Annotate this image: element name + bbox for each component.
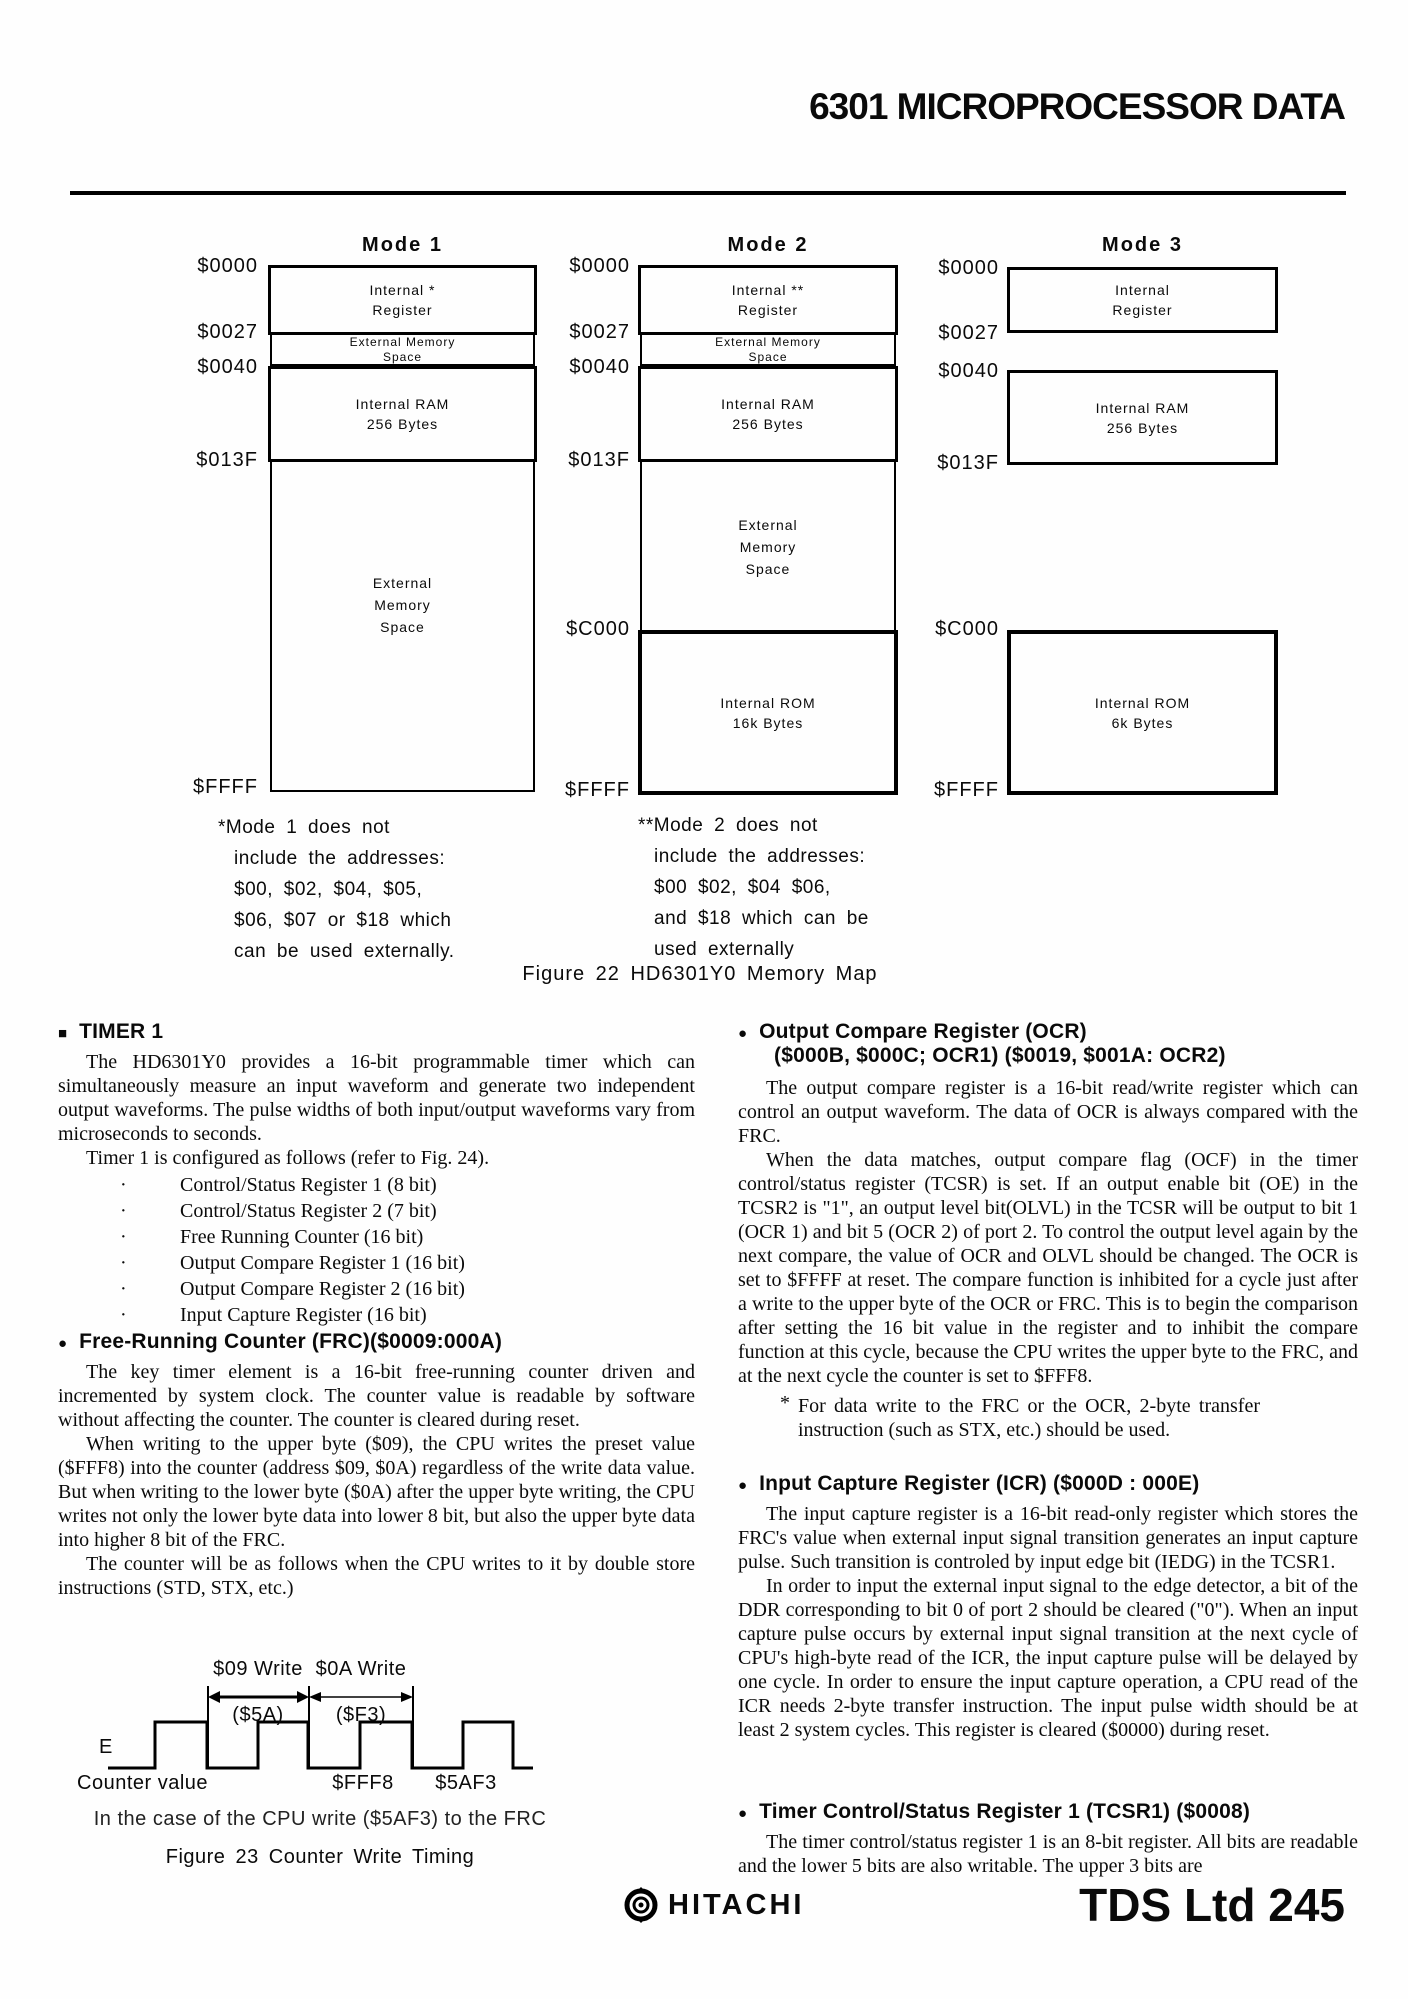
mode3-region-internal-ram	[1007, 370, 1278, 465]
mode1-addr-0040: $0040	[197, 356, 258, 378]
timer1-para2: Timer 1 is configured as follows (refer to Fig. 24).	[86, 1147, 490, 1169]
waveform-diagram	[85, 1660, 655, 1875]
mode2-addr-ffff: $FFFF	[565, 779, 630, 801]
mode1-ext-line2: Memory	[374, 597, 431, 613]
mode2-addr-0027: $0027	[569, 321, 630, 343]
ocr-section	[738, 1020, 1358, 1442]
frc-heading: Free-Running Counter (FRC)($0009:000A)	[79, 1330, 503, 1353]
bullet-label: Control/Status Register 1 (8 bit)	[180, 1174, 437, 1196]
mode2-footnote-line: used externally	[654, 939, 795, 960]
tcsr1-heading: Timer Control/Status Register 1 (TCSR1) ($0008)	[759, 1800, 1251, 1823]
e-clock-label: E	[99, 1736, 113, 1758]
counter-value-label: Counter value	[77, 1772, 209, 1794]
bullet-label: Output Compare Register 1 (16 bit)	[180, 1252, 465, 1274]
mode1-ext-top-line2: Space	[382, 349, 423, 364]
mode2-region-external-memory-top	[640, 335, 896, 366]
hitachi-logo-icon	[622, 1886, 660, 1924]
figure23-counter-write-timing	[77, 1658, 655, 1875]
mode1-region-internal-ram	[268, 366, 537, 462]
mode2-ext-line3: Space	[745, 561, 791, 577]
timer1-para1: The HD6301Y0 provides a 16-bit programmable timer which can simultaneously measure an input waveform and generate two independent output waveforms. The pulse widths of both input/output waveforms vary from microseconds to seconds.	[58, 1051, 695, 1145]
mode2-ext-line2: Memory	[739, 539, 797, 555]
brand-name: HITACHI	[668, 1888, 805, 1921]
icr-para1: The input capture register is a 16-bit read-only register which stores the FRC's value when external input signal transition generates an input capture pulse. Such transition is controled by input edge bit (IEDG) in the TCSR1.	[738, 1503, 1358, 1573]
ocr-para2: When the data matches, output compare flag (OCF) in the timer control/status register (TCSR) is set. If an output enable bit (OE) in the TCSR2 is "1", an output level bit(OLVL) in the TCSR will be output to bit 1 (OCR 1) and bit 5 (OCR 2) of port 2. To control the output level again by the next compare, the value of OCR and OLVL should be changed. The OCR is set to $FFFF at reset. The compare function is inhibited for a cycle just after a write to the upper byte of the OCR or FRC. This is to begin the comparison after setting the 16 bit value in the register and to inhibit the compare function at this cycle, because the CPU writes the upper byte to the FRC, and at the next cycle the counter is set to $FFF8.	[738, 1149, 1358, 1387]
mode3-addr-0040: $0040	[938, 360, 999, 382]
mode3-internal-register-line2: Register	[1112, 302, 1173, 318]
list-item	[58, 1198, 695, 1224]
figure23-caption: Figure 23 Counter Write Timing	[165, 1846, 475, 1868]
mode2-title: Mode 2	[727, 234, 809, 256]
bullet-label: Input Capture Register (16 bit)	[180, 1304, 427, 1326]
mode2-ext-line1: External	[738, 517, 798, 533]
bullet-dot-icon: ·	[120, 1226, 127, 1248]
mode1-title: Mode 1	[362, 234, 443, 256]
bullet-dot-icon: ·	[120, 1278, 127, 1300]
mode1-region-internal-register	[268, 265, 537, 335]
bullet-label: Control/Status Register 2 (7 bit)	[180, 1200, 437, 1222]
mode3-title: Mode 3	[1102, 234, 1183, 256]
bullet-dot-icon: ·	[120, 1200, 127, 1222]
frc-para1: The key timer element is a 16-bit free-running counter driven and incremented by system clock. The counter value is readable by software without affecting the counter. The counter is cleared during reset.	[58, 1361, 695, 1431]
timer1-heading: TIMER 1	[79, 1020, 164, 1043]
mode2-addr-0000: $0000	[569, 255, 630, 277]
list-item	[58, 1302, 695, 1328]
page-title: 6301 MICROPROCESSOR DATA	[809, 86, 1345, 127]
5af3-value: $5AF3	[435, 1772, 497, 1794]
mode3-region-internal-register	[1007, 267, 1278, 333]
mode2-rom-line2: 16k Bytes	[732, 714, 804, 731]
frc-section	[58, 1330, 695, 1600]
bullet-label: Output Compare Register 2 (16 bit)	[180, 1278, 465, 1300]
list-item	[58, 1172, 695, 1198]
ocr-para1: The output compare register is a 16-bit read/write register which can control an output waveform. The data of OCR is always compared with the FRC.	[738, 1077, 1358, 1147]
bullet-dot-icon: ·	[120, 1174, 127, 1196]
mode1-ext-line3: Space	[380, 619, 425, 635]
mode3-addr-0027: $0027	[938, 322, 999, 344]
mode2-addr-0040: $0040	[569, 356, 630, 378]
frc-para3: The counter will be as follows when the CPU writes to it by double store instructions (STD, STX, etc.)	[58, 1553, 695, 1599]
value-f3-label: ($F3)	[335, 1704, 387, 1726]
value-5a-label: ($5A)	[232, 1704, 284, 1726]
mode1-addr-0000: $0000	[197, 255, 258, 277]
mode2-addr-013f: $013F	[568, 449, 630, 471]
mode2-region-internal-register	[638, 265, 898, 335]
brand-footer	[622, 1886, 804, 1924]
mode3-ram-line2: 256 Bytes	[1106, 419, 1179, 436]
mode1-addr-0027: $0027	[197, 321, 258, 343]
mode2-ram-line1: Internal RAM	[721, 396, 815, 412]
write-09-label: $09 Write	[213, 1658, 303, 1680]
frc-para2: When writing to the upper byte ($09), the CPU writes the preset value ($FFF8) into the counter (address $09, $0A) regardless of the write data value. But when writing to the lower byte ($0A) after the upper byte writing, the CPU writes not only the lower byte data into lower 8 bit, but also the upper byte data into higher 8 bit of the FRC.	[58, 1433, 695, 1551]
mode2-region-internal-ram	[638, 366, 898, 462]
timer1-bullet-list	[58, 1172, 695, 1328]
mode1-region-external-memory	[270, 462, 535, 792]
figure23-note: In the case of the CPU write ($5AF3) to the FRC	[93, 1808, 547, 1830]
ocr-heading-line2: ($000B, $000C; OCR1) ($0019, $001A: OCR2)	[774, 1044, 1226, 1067]
icr-section	[738, 1472, 1358, 1742]
tcsr1-section	[738, 1800, 1358, 1878]
ocr-note-text: For data write to the FRC or the OCR, 2-byte transfer instruction (such as STX, etc.) should be used.	[798, 1395, 1260, 1441]
mode2-footnote-line: and $18 which can be	[654, 908, 869, 929]
mode1-footnote-line: $06, $07 or $18 which	[234, 910, 452, 931]
ocr-heading-line1: Output Compare Register (OCR)	[759, 1020, 1087, 1043]
mode1-internal-register-line2: Register	[372, 302, 433, 318]
mode3-rom-line2: 6k Bytes	[1111, 714, 1174, 731]
mode1-ext-line1: External	[372, 575, 433, 591]
mode3-addr-013f: $013F	[937, 452, 999, 474]
bullet-dot-icon: ·	[120, 1252, 127, 1274]
mode2-footnote-line: include the addresses:	[654, 846, 866, 867]
mode2-ext-top-line2: Space	[748, 349, 788, 364]
mode2-footnote-line: $00 $02, $04 $06,	[654, 877, 831, 898]
mode3-internal-register-line1: Internal	[1115, 282, 1170, 298]
asterisk-marker: *	[780, 1392, 790, 1414]
figure22-caption: Figure 22 HD6301Y0 Memory Map	[522, 963, 878, 985]
mode3-rom-line1: Internal ROM	[1094, 694, 1191, 711]
tcsr1-para1: The timer control/status register 1 is an 8-bit register. All bits are readable and the lower 5 bits are also writable. The upper 3 bits are	[738, 1831, 1358, 1877]
timer1-section	[58, 1020, 695, 1328]
mode1-internal-register-line1: Internal *	[369, 282, 436, 298]
bullet-label: Free Running Counter (16 bit)	[180, 1226, 424, 1248]
mode3-addr-c000: $C000	[935, 618, 999, 640]
list-item	[58, 1250, 695, 1276]
page-reference: TDS Ltd 245	[1079, 1879, 1345, 1931]
icr-para2: In order to input the external input signal to the edge detector, a bit of the DDR corresponding to bit 0 of port 2 should be cleared ("0"). When an input capture pulse occurs by external input signal transition at the next cycle of CPU's high-byte read of the ICR, the input capture pulse will be delayed by one cycle. In order to ensure the input capture operation, a CPU read of the ICR needs 2-byte transfer instruction. The input pulse width should be at least 2 system cycles. This register is cleared ($0000) during reset.	[738, 1575, 1358, 1741]
fff8-value: $FFF8	[332, 1772, 394, 1794]
section-bullet-icon: ●	[738, 1026, 748, 1042]
mode1-footnote-line: $00, $02, $04, $05,	[234, 879, 423, 900]
section-square-icon: ■	[58, 1026, 68, 1042]
mode2-footnote	[638, 810, 978, 965]
mode2-internal-register-line1: Internal **	[731, 282, 805, 298]
mode3-region-internal-rom	[1007, 630, 1278, 795]
write-0a-label: $0A Write	[315, 1658, 407, 1680]
mode1-ram-line1: Internal RAM	[355, 396, 450, 412]
section-bullet-icon: ●	[738, 1478, 748, 1494]
mode1-addr-013f: $013F	[196, 449, 258, 471]
mode1-addr-ffff: $FFFF	[193, 776, 258, 798]
mode1-footnote-line: *Mode 1 does not	[218, 817, 390, 838]
mode2-region-internal-rom	[638, 630, 898, 795]
mode3-addr-0000: $0000	[938, 257, 999, 279]
mode1-ram-line2: 256 Bytes	[366, 416, 439, 432]
mode1-footnote	[218, 812, 548, 967]
bullet-dot-icon: ·	[120, 1304, 127, 1326]
mode2-ram-line2: 256 Bytes	[732, 416, 804, 432]
mode2-region-external-memory	[640, 462, 896, 630]
mode2-rom-line1: Internal ROM	[720, 694, 816, 711]
list-item	[58, 1276, 695, 1302]
icr-heading: Input Capture Register (ICR) ($000D : 000E)	[759, 1472, 1200, 1495]
mode3-ram-line1: Internal RAM	[1095, 399, 1190, 416]
mode1-footnote-line: can be used externally.	[234, 941, 455, 962]
mode2-footnote-line: **Mode 2 does not	[638, 815, 818, 836]
section-bullet-icon: ●	[58, 1336, 68, 1352]
ocr-note	[780, 1394, 1260, 1442]
mode2-internal-register-line2: Register	[737, 302, 799, 318]
mode3-addr-ffff: $FFFF	[934, 779, 999, 801]
mode1-footnote-line: include the addresses:	[234, 848, 446, 869]
section-bullet-icon: ●	[738, 1806, 748, 1822]
mode2-ext-top-line1: External Memory	[715, 334, 821, 349]
mode1-region-external-memory-top	[270, 335, 535, 366]
mode2-addr-c000: $C000	[566, 618, 630, 640]
list-item	[58, 1224, 695, 1250]
mode1-ext-top-line1: External Memory	[349, 334, 456, 349]
